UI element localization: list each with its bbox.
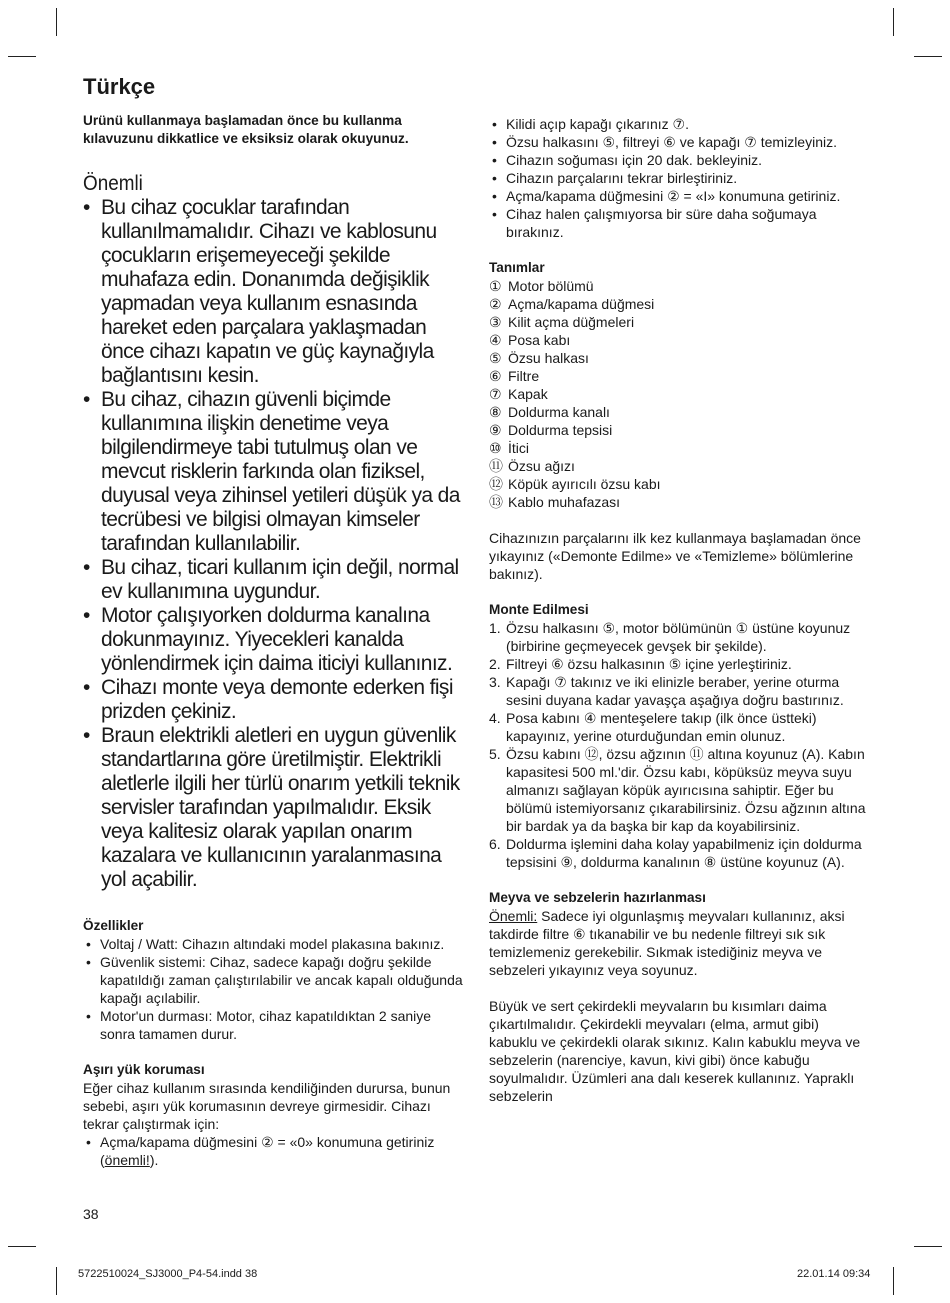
item-number: ⑥ xyxy=(489,368,502,384)
item-label: Kapak xyxy=(508,386,548,402)
list-item xyxy=(489,745,869,835)
step-number: 1. xyxy=(489,620,501,636)
item-label: Özsu halkası xyxy=(508,350,589,366)
definitions-heading: Tanımlar xyxy=(489,260,545,275)
list-item: • Motor'un durması: Motor, cihaz kapatıldıktan 2 saniye sonra tamamen durur. xyxy=(83,1007,465,1043)
step-number: 6. xyxy=(489,836,501,852)
first-use-text: Cihazınızın parçalarını ilk kez kullanmaya başlamadan önce yıkayınız («Demonte Edilme» ve «Temizleme» bölümlerine bakınız). xyxy=(489,530,861,582)
item-label: Köpük ayırıcılı özsu kabı xyxy=(508,476,661,492)
item-number: ⑤ xyxy=(489,350,502,366)
item-number: ⑨ xyxy=(489,422,502,438)
item-number: ⑫ xyxy=(489,476,503,492)
item-number: ④ xyxy=(489,332,502,348)
list-item: • Bu cihaz, ticari kullanım için değil, normal ev kullanımına uygundur. xyxy=(83,556,465,604)
list-item: • Motor çalışıyorken doldurma kanalına dokunmayınız. Yiyecekleri kanalda yönlendirmek için daima iticiyi kullanınız. xyxy=(83,604,465,676)
list-item: • Kilidi açıp kapağı çıkarınız ⑦. xyxy=(489,115,869,133)
overload-item-end: ). xyxy=(149,1152,159,1168)
list-item xyxy=(489,421,869,439)
list-item: • Cihazı monte veya demonte ederken fişi prizden çekiniz. xyxy=(83,676,465,724)
assembly-steps xyxy=(489,619,869,871)
step-text: Özsu kabını ⑫, özsu ağzının ⑪ altına koyunuz (A). Kabın kapasitesi 500 ml.'dir. Özsu kabı, köpüksüz meyva suyu almanızı sağlayan köpük ayırıcısına sahiptir. Eğer bu bölümü istemiyorsanız çıkarabilirsiniz. Özsu ağzının altına bir bardak ya da başka bir kap da koyabilirsiniz. xyxy=(506,746,866,834)
overload-heading: Aşırı yük koruması xyxy=(83,1062,205,1077)
step-number: 2. xyxy=(489,656,501,672)
item-number: ③ xyxy=(489,314,502,330)
step-number: 4. xyxy=(489,710,501,726)
item-number: ⑦ xyxy=(489,386,502,402)
preparation-section xyxy=(489,889,869,1105)
list-item xyxy=(489,331,869,349)
list-item xyxy=(489,277,869,295)
list-item xyxy=(83,1133,465,1169)
note-label: Önemli: xyxy=(489,908,538,924)
preparation-note xyxy=(489,907,869,979)
step-text: Posa kabını ④ menteşelere takıp (ilk önce üstteki) kapayınız, yerine oturduğundan emin olunuz. xyxy=(506,710,817,744)
crop-mark xyxy=(914,56,942,57)
list-item xyxy=(489,709,869,745)
list-item: • Özsu halkasını ⑤, filtreyi ⑥ ve kapağı ⑦ temizleyiniz. xyxy=(489,133,869,151)
list-item xyxy=(489,655,869,673)
item-label: Motor bölümü xyxy=(508,278,594,294)
page-number: 38 xyxy=(83,1206,99,1222)
restart-list xyxy=(489,115,869,241)
step-text: Kapağı ⑦ takınız ve iki elinizle beraber, yerine oturma sesini duyana kadar yavaşça aşağıya doğru bastırınız. xyxy=(506,674,844,708)
list-item: • Bu cihaz, cihazın güvenli biçimde kullanımına ilişkin denetime veya bilgilendirmeye tabi tutulmuş olan ve mevcut risklerin farkında olan fiziksel, duyusal veya zihinsel yetileri düşük ya da tecrübesi ve bilgisi olmayan kimseler tarafından kullanılabilir. xyxy=(83,388,465,556)
item-number: ⑧ xyxy=(489,404,502,420)
item-number: ② xyxy=(489,296,502,312)
item-label: Doldurma kanalı xyxy=(508,404,610,420)
list-item xyxy=(489,493,869,511)
crop-mark xyxy=(914,1246,942,1247)
right-column xyxy=(489,115,869,1105)
list-item: • Güvenlik sistemi: Cihaz, sadece kapağı doğru şekilde kapatıldığı zaman çalıştırılabilir ve ancak kapalı olduğunda kapağı açılabilir. xyxy=(83,953,465,1007)
crop-mark xyxy=(893,8,894,36)
left-column xyxy=(83,112,465,1169)
overload-list xyxy=(83,1133,465,1169)
item-number: ① xyxy=(489,278,502,294)
list-item xyxy=(489,295,869,313)
item-label: İtici xyxy=(508,440,529,456)
step-text: Doldurma işlemini daha kolay yapabilmeniz için doldurma tepsisini ⑨, doldurma kanalının ⑧ üstüne koyunuz (A). xyxy=(506,836,862,870)
list-item xyxy=(489,457,869,475)
list-item: • Cihazın soğuması için 20 dak. bekleyiniz. xyxy=(489,151,869,169)
step-number: 3. xyxy=(489,674,501,690)
overload-section xyxy=(83,1061,465,1169)
list-item xyxy=(489,349,869,367)
step-text: Filtreyi ⑥ özsu halkasının ⑤ içine yerleştiriniz. xyxy=(506,656,792,672)
crop-mark xyxy=(56,8,57,36)
list-item xyxy=(489,475,869,493)
list-item xyxy=(489,313,869,331)
note-text: Sadece iyi olgunlaşmış meyvaları kullanınız, aksi takdirde filtre ⑥ tıkanabilir ve bu nedenle filtreyi sık sık temizlemeniz gerekebilir. Sıkmak istediğiniz meyva ve sebzeleri yıkayınız veya soyunuz. xyxy=(489,908,845,978)
list-item: • Bu cihaz çocuklar tarafından kullanılmamalıdır. Cihazı ve kablosunu çocukların erişemeyeceği şekilde muhafaza edin. Donanımda değişiklik yapmadan veya kullanım esnasında hareket eden parçalara yaklaşmadan önce cihazı kapatın ve güç kaynağıyla bağlantısını kesin. xyxy=(83,196,465,388)
crop-mark xyxy=(8,1246,36,1247)
footer-file: 5722510024_SJ3000_P4-54.indd 38 xyxy=(78,1268,258,1280)
definitions-list xyxy=(489,277,869,511)
list-item: • Cihaz halen çalışmıyorsa bir süre daha soğumaya bırakınız. xyxy=(489,205,869,241)
assembly-heading: Monte Edilmesi xyxy=(489,602,589,617)
item-label: Kablo muhafazası xyxy=(508,494,621,510)
list-item xyxy=(489,673,869,709)
item-label: Posa kabı xyxy=(508,332,571,348)
item-label: Açma/kapama düğmesi xyxy=(508,296,655,312)
list-item: • Voltaj / Watt: Cihazın altındaki model plakasına bakınız. xyxy=(83,935,465,953)
item-label: Doldurma tepsisi xyxy=(508,422,613,438)
item-label: Filtre xyxy=(508,368,540,384)
important-list xyxy=(83,196,465,892)
preparation-heading: Meyva ve sebzelerin hazırlanması xyxy=(489,890,706,905)
important-link[interactable]: önemli! xyxy=(104,1152,150,1168)
list-item: • Açma/kapama düğmesini ② = «I» konumuna getiriniz. xyxy=(489,187,869,205)
item-label: Kilit açma düğmeleri xyxy=(508,314,635,330)
list-item xyxy=(489,403,869,421)
important-heading: Önemli xyxy=(83,172,143,195)
step-text: Özsu halkasını ⑤, motor bölümünün ① üstüne koyunuz (birbirine geçmeyecek gevşek bir şekilde). xyxy=(506,620,851,654)
list-item: • Braun elektrikli aletleri en uygun güvenlik standartlarına göre üretilmiştir. Elektrikli aletlerle ilgili her türlü onarım yetkili teknik servisler tarafından yapılmalıdır. Eksik veya kalitesiz olarak yapılan onarım kazalara ve kullanıcının yaralanmasına yol açabilir. xyxy=(83,724,465,892)
list-item xyxy=(489,385,869,403)
features-heading: Özellikler xyxy=(83,918,144,933)
assembly-section xyxy=(489,601,869,871)
list-item xyxy=(489,835,869,871)
crop-mark xyxy=(893,1267,894,1295)
step-number: 5. xyxy=(489,746,501,762)
item-number: ⑬ xyxy=(489,494,503,510)
item-number: ⑩ xyxy=(489,440,502,456)
definitions-section xyxy=(489,259,869,511)
footer-date: 22.01.14 09:34 xyxy=(797,1268,871,1280)
features-section xyxy=(83,917,465,1043)
preparation-text: Büyük ve sert çekirdekli meyvaların bu kısımları daima çıkartılmalıdır. Çekirdekli meyvaları (elma, armut gibi) kabuklu ve çekirdekli olarak sıkınız. Kalın kabuklu meyva ve sebzelerin (narenciye, kavun, kivi gibi) önce kabuğu soyulmalıdır. Üzümleri ana dalı keserek kullanınız. Yapraklı sebzelerin xyxy=(489,998,861,1104)
list-item xyxy=(489,367,869,385)
features-list xyxy=(83,935,465,1043)
overload-text: Eğer cihaz kullanım sırasında kendiliğinden durursa, bunun sebebi, aşırı yük korumasının devreye girmesidir. Cihazı tekrar çalıştırmak için: xyxy=(83,1080,451,1132)
overload-item-text: Açma/kapama düğmesini ② = «0» konumuna getiriniz ( xyxy=(100,1134,435,1168)
crop-mark xyxy=(56,1267,57,1295)
list-item xyxy=(489,619,869,655)
intro-text: Urünü kullanmaya başlamadan önce bu kullanma kılavuzunu dikkatlice ve eksiksiz olarak okuyunuz. xyxy=(83,113,409,146)
item-label: Özsu ağızı xyxy=(508,458,575,474)
crop-mark xyxy=(8,56,36,57)
list-item: • Cihazın parçalarını tekrar birleştiriniz. xyxy=(489,169,869,187)
page-title: Türkçe xyxy=(83,74,156,99)
list-item xyxy=(489,439,869,457)
item-number: ⑪ xyxy=(489,458,503,474)
